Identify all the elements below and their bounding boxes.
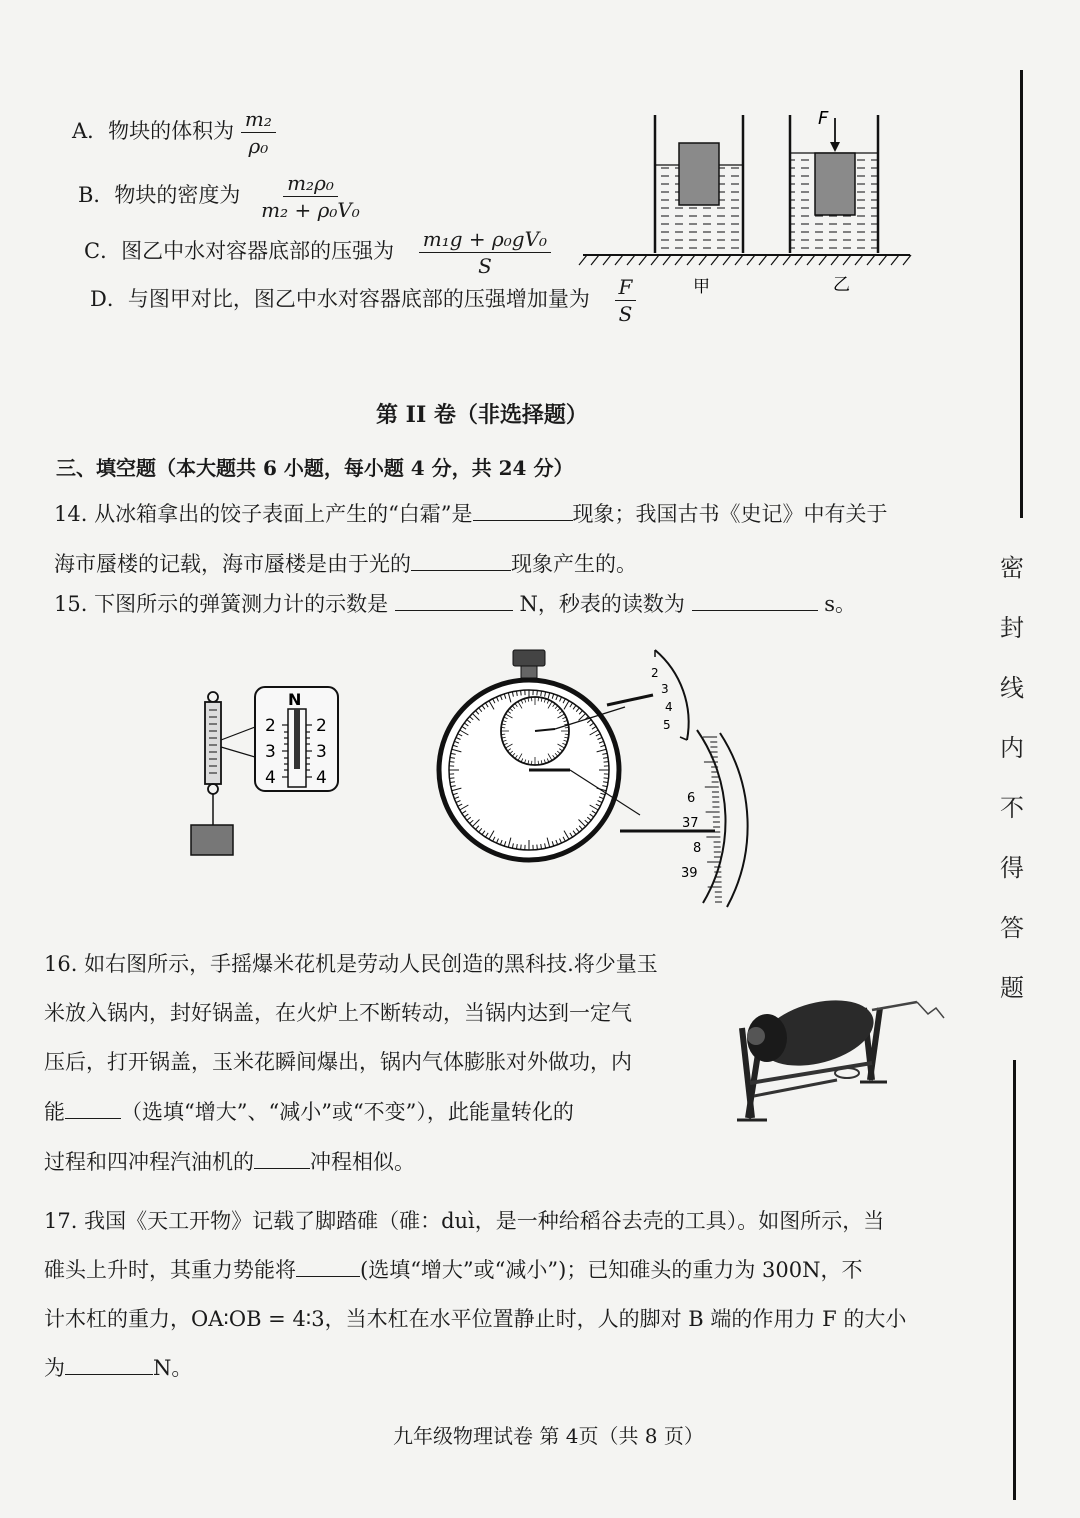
dial-tick — [604, 778, 609, 779]
svg-text:2: 2 — [265, 716, 276, 736]
q15-line: 15. 下图所示的弹簧测力计的示数是 N，秒表的读数为 s。 — [54, 592, 856, 616]
seal-line-bottom — [1013, 1060, 1016, 1500]
option-d — [90, 276, 636, 325]
force-label: F — [818, 108, 829, 129]
option-b-fraction: $\frac{\text{m₂ρ₀}}{\text{m₂ + ρ₀V₀}}$ — [261, 171, 360, 222]
svg-text:6: 6 — [687, 791, 696, 806]
section3-title: 三、填空题（本大题共 6 小题，每小题 4 分，共 24 分） — [56, 456, 574, 480]
q16-line1: 16. 如右图所示，手摇爆米花机是劳动人民创造的黑科技.将少量玉 — [44, 952, 658, 976]
svg-text:2: 2 — [316, 716, 327, 736]
stopwatch-figure — [435, 645, 755, 910]
svg-text:4: 4 — [316, 768, 327, 788]
ground-hatch — [579, 255, 911, 265]
popcorn-machine-image — [722, 988, 947, 1128]
spring-scale-figure — [185, 685, 345, 860]
stopwatch-crown — [513, 650, 545, 666]
label-yi: 乙 — [833, 275, 850, 295]
q15-blank-force[interactable] — [395, 609, 513, 611]
q14-line2: 海市蜃楼的记载，海市蜃楼是由于光的 现象产生的。 — [54, 552, 637, 576]
page-footer: 九年级物理试卷 第 4页（共 8 页） — [393, 1424, 704, 1448]
q16-line3: 压后，打开锅盖，玉米花瞬间爆出，锅内气体膨胀对外做功，内 — [44, 1050, 632, 1074]
dial-tick — [537, 845, 538, 850]
svg-text:5: 5 — [663, 718, 671, 732]
q16-line4: 能 （选填“增大”、“减小”或“不变”），此能量转化的 — [44, 1100, 574, 1124]
q16-line5: 过程和四冲程汽油机的 冲程相似。 — [44, 1150, 415, 1174]
option-b-text: B．物块的密度为 — [78, 183, 241, 207]
svg-text:8: 8 — [693, 841, 702, 856]
dial-tick — [521, 690, 522, 695]
scale-body — [205, 702, 221, 784]
svg-text:3: 3 — [265, 742, 276, 762]
q17-line3: 计木杠的重力，OA∶OB = 4∶3，当木杠在水平位置静止时，人的脚对 B 端的作用力 F 的大小 — [44, 1307, 907, 1331]
q16-blank-1[interactable] — [65, 1117, 121, 1119]
block-left — [679, 143, 719, 205]
option-a-fraction: $\frac{\text{m₂}}{\text{ρ₀}}$ — [241, 108, 276, 157]
option-c-text: C．图乙中水对容器底部的压强为 — [84, 239, 395, 263]
seal-line-top — [1020, 70, 1023, 518]
container-left — [655, 115, 743, 253]
q17-line2: 碓头上升时，其重力势能将 (选填“增大”或“减小”)；已知碓头的重力为 300N，不 — [44, 1258, 863, 1282]
svg-text:3: 3 — [316, 742, 327, 762]
scale-unit: N — [288, 690, 302, 709]
dial-tick — [604, 762, 609, 763]
q14-line1: 14. 从冰箱拿出的饺子表面上产生的“白霜”是 现象；我国古书《史记》中有关于 — [54, 502, 888, 526]
q17-blank-2[interactable] — [65, 1373, 153, 1375]
svg-text:4: 4 — [265, 768, 276, 788]
option-c-fraction: $\frac{\text{m₁g + ρ₀gV₀}}{S}$ — [419, 228, 551, 277]
q17-line4: 为 N。 — [44, 1356, 193, 1380]
q15-blank-time[interactable] — [692, 609, 818, 611]
dial-tick — [521, 845, 522, 850]
seal-text: 密 封 线 内 不 得 答 题 — [1000, 554, 1024, 1002]
option-d-text: D．与图甲对比，图乙中水对容器底部的压强增加量为 — [90, 287, 590, 311]
option-d-fraction: $\frac{F}{S}$ — [615, 276, 637, 325]
option-c — [84, 228, 551, 277]
container-right — [790, 108, 878, 253]
svg-text:2: 2 — [651, 666, 659, 680]
q17-line1: 17. 我国《天工开物》记载了脚踏碓（碓：duì，是一种给稻谷去壳的工具）。如图所示，当 — [44, 1209, 885, 1233]
dial-tick — [537, 690, 538, 695]
q17-blank-1[interactable] — [296, 1275, 360, 1277]
q14-blank-1[interactable] — [473, 519, 573, 521]
option-a-text: A．物块的体积为 — [72, 119, 235, 143]
block-right — [815, 153, 855, 215]
dial-tick — [449, 762, 454, 763]
label-jia: 甲 — [693, 277, 710, 297]
dial-tick — [449, 778, 454, 779]
part2-title: 第 II 卷（非选择题） — [376, 402, 588, 428]
option-b — [78, 172, 360, 221]
svg-text:4: 4 — [665, 700, 673, 714]
svg-text:37: 37 — [682, 816, 699, 831]
container-figure — [575, 100, 920, 300]
option-a — [72, 108, 276, 157]
svg-text:3: 3 — [661, 682, 669, 696]
hanging-weight — [191, 825, 233, 855]
q16-line2: 米放入锅内，封好锅盖，在火炉上不断转动，当锅内达到一定气 — [44, 1001, 632, 1025]
q16-blank-2[interactable] — [254, 1167, 310, 1169]
svg-text:39: 39 — [681, 866, 698, 881]
q14-blank-2[interactable] — [411, 569, 511, 571]
